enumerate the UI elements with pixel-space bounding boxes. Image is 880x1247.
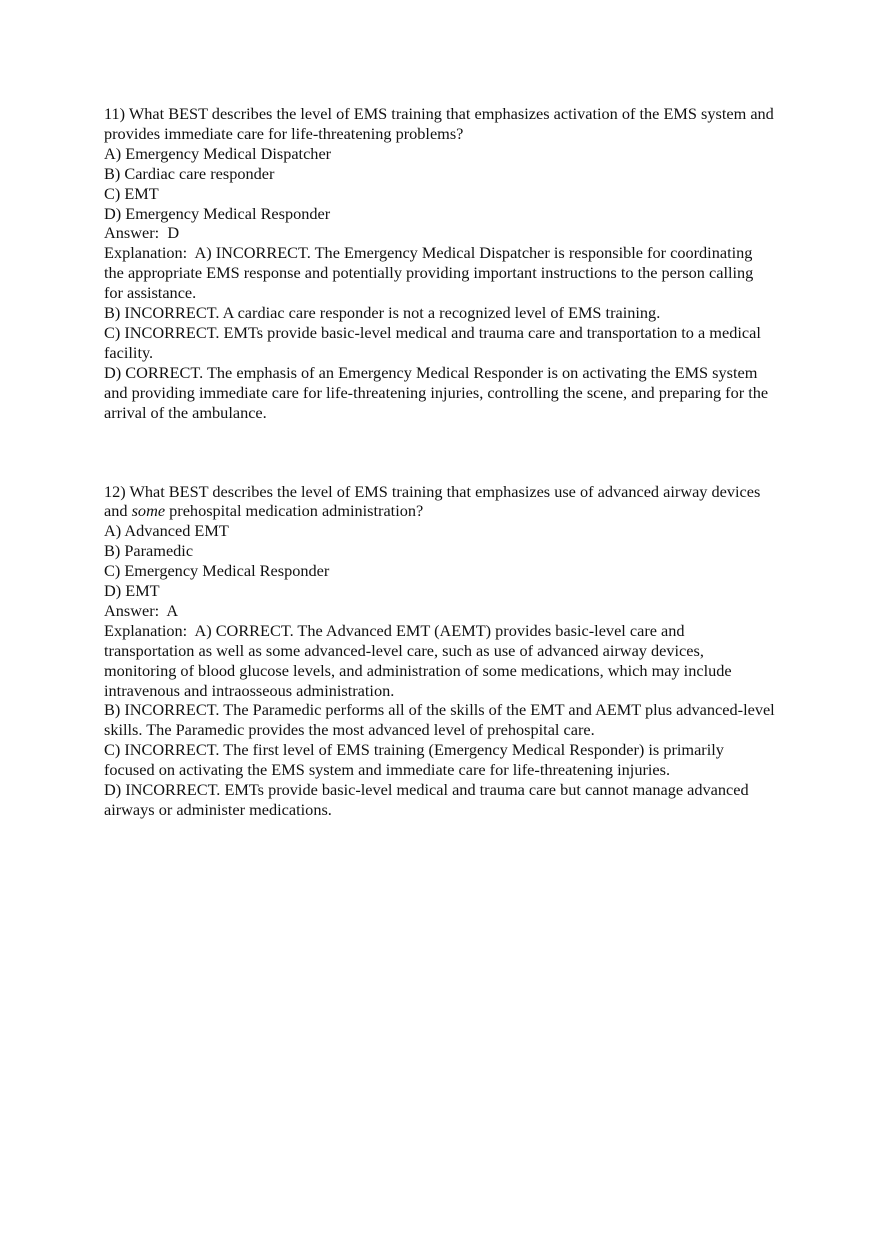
question-text: What BEST describes the level of EMS training that emphasizes use of advanced airway devices and bbox=[104, 481, 761, 521]
explanation-text: A) INCORRECT. The Emergency Medical Dispatcher is responsible for coordinating the appropriate EMS response and potentially providing important instructions to the person calling for assistance. bbox=[104, 243, 754, 303]
option-b: B) Cardiac care responder bbox=[104, 163, 275, 183]
question-text-emphasis: some bbox=[131, 501, 166, 521]
option-d: D) Emergency Medical Responder bbox=[104, 203, 331, 223]
option-d: D) EMT bbox=[104, 581, 160, 601]
question-stem bbox=[104, 104, 776, 144]
explanation-label: Explanation: bbox=[104, 243, 188, 263]
question-number: 11) bbox=[104, 104, 126, 123]
explanation-a bbox=[104, 621, 776, 701]
explanation-a bbox=[104, 243, 776, 303]
explanation-c: C) INCORRECT. EMTs provide basic-level medical and trauma care and transportation to a medical facility. bbox=[104, 322, 761, 362]
answer-value: A bbox=[166, 600, 179, 620]
explanation-label: Explanation: bbox=[104, 620, 188, 640]
document-page bbox=[104, 104, 776, 820]
question-11 bbox=[104, 104, 776, 423]
explanation-d: D) CORRECT. The emphasis of an Emergency Medical Responder is on activating the EMS system and providing immediate care for life-threatening injuries, controlling the scene, and preparing for the arrival of the ambulance. bbox=[104, 362, 769, 422]
question-text-end: prehospital medication administration? bbox=[169, 501, 424, 521]
option-b: B) Paramedic bbox=[104, 541, 194, 561]
explanation-b: B) INCORRECT. A cardiac care responder is not a recognized level of EMS training. bbox=[104, 303, 661, 323]
option-c: C) Emergency Medical Responder bbox=[104, 561, 330, 581]
option-a: A) Emergency Medical Dispatcher bbox=[104, 143, 332, 163]
option-a: A) Advanced EMT bbox=[104, 521, 229, 541]
explanation-d: D) INCORRECT. EMTs provide basic-level medical and trauma care but cannot manage advanced airways or administer medications. bbox=[104, 780, 749, 819]
answer-value: D bbox=[167, 223, 180, 243]
option-c: C) EMT bbox=[104, 183, 159, 203]
question-stem bbox=[104, 482, 776, 522]
answer-label: Answer: bbox=[104, 223, 160, 243]
question-text: What BEST describes the level of EMS training that emphasizes activation of the EMS system and provides immediate care for life-threatening problems? bbox=[104, 104, 774, 143]
question-number: 12) bbox=[104, 481, 126, 501]
explanation-b: B) INCORRECT. The Paramedic performs all of the skills of the EMT and AEMT plus advanced-level skills. The Paramedic provides the most advanced level of prehospital care. bbox=[104, 700, 775, 740]
answer-line bbox=[104, 223, 776, 243]
answer-label: Answer: bbox=[104, 600, 160, 620]
explanation-c: C) INCORRECT. The first level of EMS training (Emergency Medical Responder) is primarily focused on activating the EMS system and immediate care for life-threatening injuries. bbox=[104, 740, 724, 780]
answer-line bbox=[104, 601, 776, 621]
question-12 bbox=[104, 482, 776, 820]
explanation-text: A) CORRECT. The Advanced EMT (AEMT) provides basic-level care and transportation as well as some advanced-level care, such as use of advanced airway devices, monitoring of blood glucose levels, and administration of some medications, which may include intravenous and intraosseous administration. bbox=[104, 620, 732, 700]
